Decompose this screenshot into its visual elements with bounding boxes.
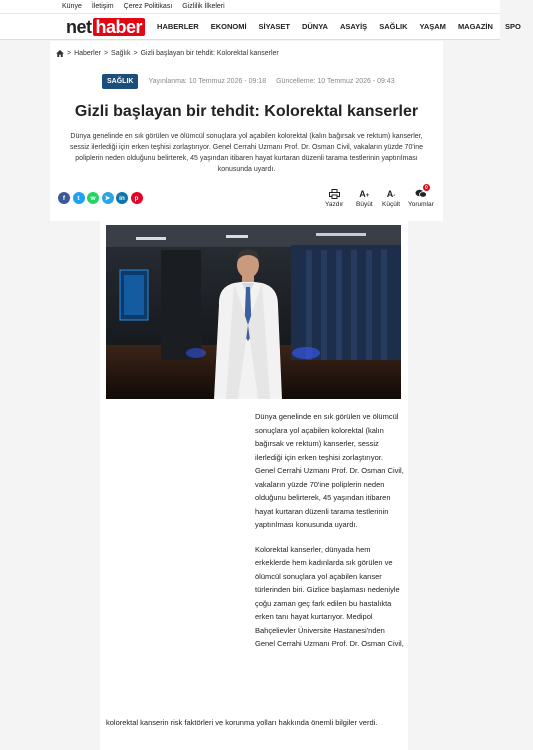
top-utility-bar [0,0,500,14]
menu-item-siyaset[interactable]: SİYASET [258,22,290,31]
link-gizlilik-ilkeleri[interactable]: Gizlilik İlkeleri [182,3,225,10]
home-icon[interactable] [56,50,64,57]
pinterest-icon[interactable]: p [131,192,143,204]
comments-label: Yorumlar [408,201,434,208]
logo-part-haber: haber [93,18,146,36]
menu-item-ekonomi[interactable]: EKONOMİ [210,22,247,31]
breadcrumb-haberler[interactable]: Haberler [74,50,101,57]
font-bigger-button[interactable] [356,187,373,208]
article-paragraph-tail: kolorektal kanserin risk faktörleri ve korunma yolları hakkında önemli bilgiler verdi. [106,718,378,727]
link-kunye[interactable]: Künye [62,3,82,10]
menu-item-saglik[interactable]: SAĞLIK [379,22,408,31]
font-decrease-icon: A - [386,189,396,199]
logo-part-net: net [66,16,92,37]
linkedin-icon[interactable]: in [116,192,128,204]
article-lead: Dünya genelinde en sık görülen ve ölümcül sonuçlara yol açabilen kolorektal (kalın bağırsak ve rektum) kanserler, sessiz ilerlediği için erken teşhisi zorlaştırıyor. Genel Cerrahi Uzmanı Prof. Dr. Osman Civil, vakaların yüzde 70'ine poliplerin neden olduğunu belirterek, 45 yaşından itibaren hayat kurtaran düzenli tarama testlerinin yaptırılması konusunda uyardı. [69,133,424,173]
breadcrumb [56,50,282,57]
article-paragraph: Dünya genelinde en sık görülen ve ölümcül sonuçlara yol açabilen kolorektal (kalın bağırsak ve rektum) kanserler, sessiz ilerlediği için erken teşhisi zorlaştırıyor. Genel Cerrahi Uzmanı Prof. Dr. Osman Civil, vakaların yüzde 70'ine poliplerin neden olduğunu belirterek, 45 yaşından itibaren hayat kurtaran düzenli tarama testlerinin yaptırılması konusunda uyardı. [255,412,404,529]
updated-date: Güncelleme: 10 Temmuz 2026 - 09:43 [276,78,395,85]
facebook-icon[interactable]: f [58,192,70,204]
menu-item-asayis[interactable]: ASAYİŞ [339,22,368,31]
font-increase-icon: A + [359,189,370,199]
comment-count-badge: 0 [423,184,430,191]
article-meta [102,74,395,89]
menu-item-dunya[interactable]: DÜNYA [301,22,328,31]
breadcrumb-saglik[interactable]: Sağlık [111,50,131,57]
print-button[interactable] [325,187,343,208]
article-body [100,221,408,750]
category-badge[interactable]: SAĞLIK [102,74,138,89]
article-paragraphs [255,410,405,662]
menu-item-haberler[interactable]: HABERLER [157,22,199,31]
page-title: Gizli başlayan bir tehdit: Kolorektal kanserler [74,103,419,120]
printer-icon [329,187,340,199]
menu-item-magazin[interactable]: MAGAZİN [457,22,493,31]
breadcrumb-separator: > [103,50,109,57]
article-header-card [50,41,443,221]
main-navbar [0,14,521,40]
breadcrumb-separator: > [133,50,138,57]
menu-item-spor[interactable]: SPO [504,22,521,31]
breadcrumb-separator: > [67,50,72,57]
font-smaller-label: Küçült [382,201,401,208]
whatsapp-icon[interactable]: w [87,192,99,204]
article-paragraph: Kolorektal kanserler, dünyada hem erkeklerde hem kadınlarda sık görülen ve ölümcül sonuçlara yol açabilen kanser türlerinden biri. Gizlice başlaması nedeniyle çoğu zaman geç fark edilen bu hastalıkta erken tanı hayat kurtarıyor. Medipol Bahçelievler Üniversite Hastanesi'nden Genel Cerrahi Uzmanı Prof. Dr. Osman Civil, [255,544,404,648]
link-iletisim[interactable]: İletişim [91,3,114,10]
comments-button[interactable] [408,184,434,208]
link-cerez-politikasi[interactable]: Çerez Politikası [123,3,173,10]
article-hero-image [106,225,401,399]
font-smaller-button[interactable] [382,187,400,208]
breadcrumb-current: Gizli başlayan bir tehdit: Kolorektal kanserler [140,50,279,57]
telegram-icon[interactable]: ➤ [102,192,114,204]
print-label: Yazdır [325,201,344,208]
font-bigger-label: Büyüt [356,201,373,208]
category-menu [157,22,533,31]
comments-icon [415,184,428,199]
site-logo[interactable] [66,14,145,40]
menu-item-yasam[interactable]: YAŞAM [419,22,446,31]
published-date: Yayınlanma: 10 Temmuz 2026 - 09:18 [148,78,267,85]
twitter-icon[interactable]: t [73,192,85,204]
share-buttons [58,192,145,204]
